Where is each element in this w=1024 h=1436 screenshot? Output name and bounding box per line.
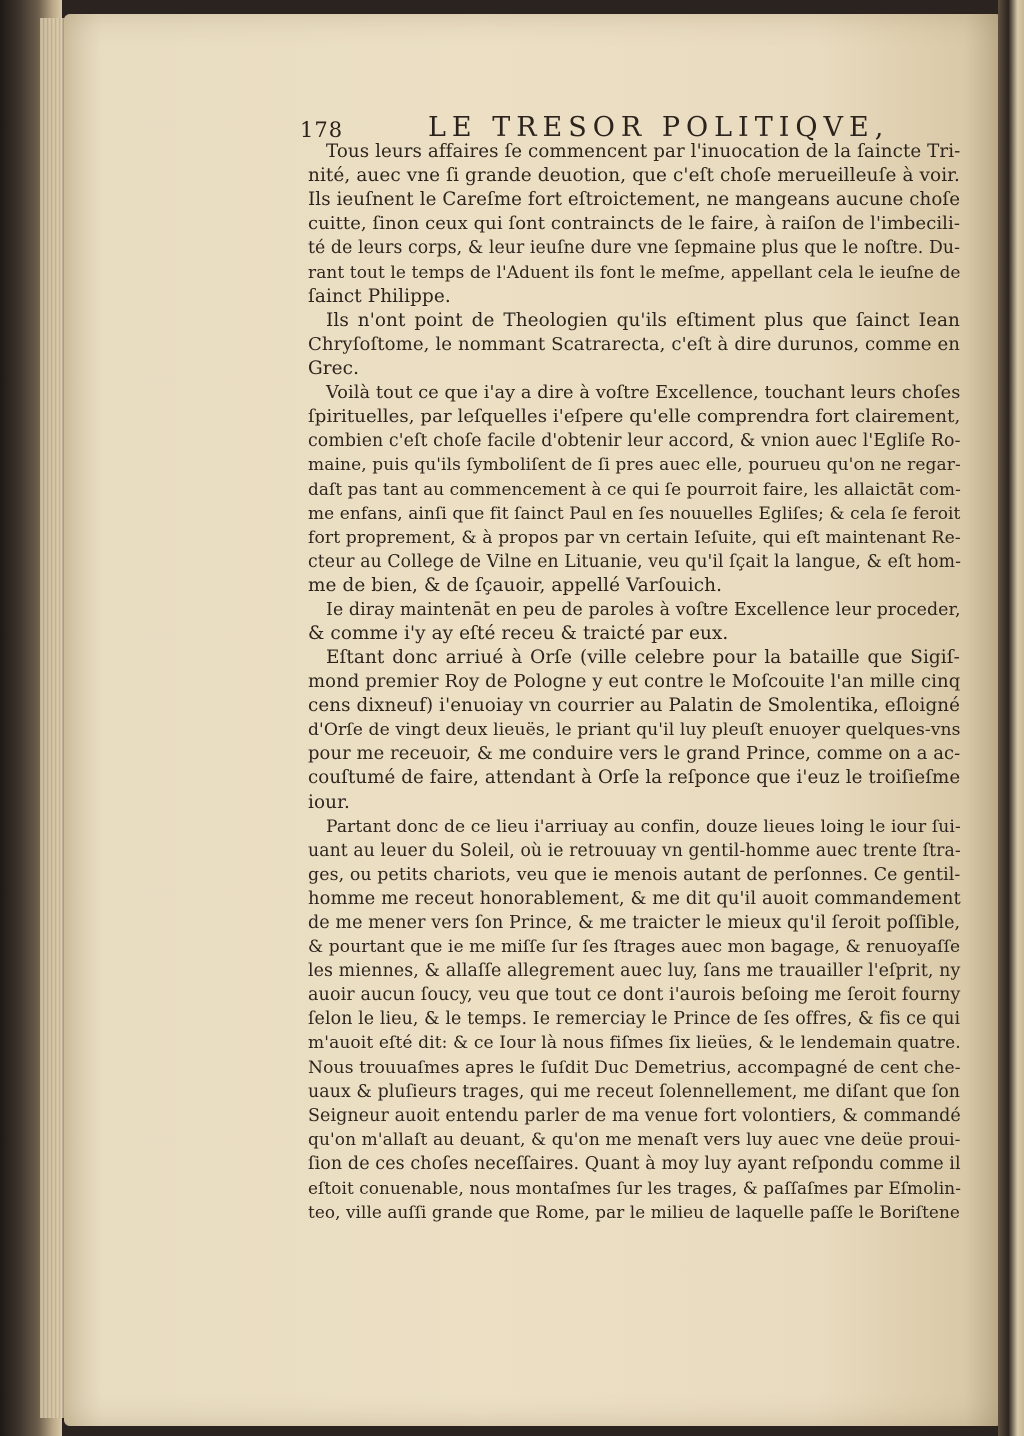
paragraph (308, 598, 960, 646)
text-line: Ils ieuſnent le Careſme fort eſtroictement, ne mangeans aucune choſe (308, 189, 961, 211)
text-line: Voilà tout ce que i'ay a dire à voſtre Excellence, touchant leurs choſes (326, 382, 961, 403)
text-line: & pourtant que ie me miſſe ſur ſes ſtrages auec mon bagage, & renuoyaſſe (308, 937, 961, 958)
text-line: Partant donc de ce lieu i'arriuay au confin, douze lieues loing le iour ſui- (326, 816, 961, 837)
text-line: pour me receuoir, & me conduire vers le grand Prince, comme on a ac- (308, 743, 961, 765)
facing-page-edge (1004, 60, 1010, 480)
text-line: Tous leurs affaires ſe commencent par l'inuocation de la ſaincte Tri- (326, 141, 961, 162)
text-line: ſainct Philippe. (308, 285, 451, 307)
text-line: Nous trouuaſmes apres le ſuſdit Duc Demetrius, accompagné de cent che- (308, 1057, 961, 1078)
body-text (308, 140, 960, 1224)
paragraph (308, 140, 960, 309)
text-line: uant au leuer du Soleil, où ie retrouuay vn gentil-homme auec trente ſtra- (308, 840, 961, 861)
text-line: mond premier Roy de Pologne y eut contre le Moſcouite l'an mille cinq (308, 671, 961, 693)
text-line: combien c'eſt choſe facile d'obtenir leur accord, & vnion auec l'Egliſe Ro- (308, 431, 961, 452)
text-line: cens dixneuf) i'enuoiay vn courrier au Palatin de Smolentika, eſloigné (308, 695, 961, 717)
text-line: de me mener vers ſon Prince, & me traicter le mieux qu'il ſeroit poſſible, (308, 913, 961, 933)
text-line: les miennes, & allaſſe allegrement auec luy, ſans me trauailler l'eſprit, ny (308, 961, 961, 982)
text-line: d'Orſe de vingt deux lieuës, le priant qu'il luy pleuſt enuoyer quelques-vns (308, 720, 961, 741)
right-binding-gutter (998, 0, 1024, 1436)
paragraph (308, 815, 960, 1225)
page-number: 178 (300, 118, 344, 142)
text-line: ges, ou petits chariots, veu que ie menois autant de perſonnes. Ce gentil- (308, 864, 961, 885)
text-line: cuitte, ſinon ceux qui ſont contraincts de le faire, à raiſon de l'imbecili- (308, 213, 960, 235)
text-line: m'auoit eſté dit: & ce Iour là nous fiſmes ſix lieües, & le lendemain quatre. (308, 1033, 961, 1054)
paragraph (308, 309, 960, 381)
text-line: Eſtant donc arriué à Orſe (ville celebre pour la bataille que Sigiſ- (326, 646, 960, 668)
text-line: fort proprement, & à propos par vn certain Ieſuite, qui eſt maintenant Re- (308, 527, 961, 548)
text-line: me enfans, ainſi que fit ſainct Paul en ſes nouuelles Egliſes; & cela ſe feroit (308, 503, 961, 524)
text-line: teo, ville auſſi grande que Rome, par le milieu de laquelle paſſe le Boriſtene (308, 1202, 960, 1223)
text-line: rant tout le temps de l'Aduent ils font le meſme, appellant cela le ieuſne de (308, 262, 961, 283)
text-line: té de leurs corps, & leur ieuſne dure vne ſepmaine plus que le noſtre. Du- (308, 238, 961, 259)
text-line: nité, auec vne ſi grande deuotion, que c'eſt choſe merueilleuſe à voir. (308, 165, 960, 187)
text-line: cteur au College de Vilne en Lituanie, veu qu'il ſçait la langue, & eſt hom- (308, 551, 961, 572)
text-line: eſtoit conuenable, nous montaſmes ſur les trages, & paſſaſmes par Eſmolin- (308, 1178, 962, 1199)
text-line: Ie diray maintenāt en peu de paroles à voſtre Excellence leur proceder, (326, 599, 961, 620)
text-line: Seigneur auoit entendu parler de ma venue fort volontiers, & commandé (308, 1105, 961, 1126)
text-line: iour. (308, 791, 350, 813)
text-line: couſtumé de faire, attendant à Orſe la reſponce que i'euz le troiſieſme (308, 767, 961, 789)
text-line: homme me receut honorablement, & me dit qu'il auoit commandement (308, 887, 961, 909)
text-line: uaux & pluſieurs trages, qui me receut ſolennellement, me diſant que ſon (308, 1081, 960, 1102)
text-line: maine, puis qu'ils ſymboliſent de ſi pres auec elle, pourueu qu'on ne regar- (308, 455, 961, 476)
text-line: daſt pas tant au commencement à ce qui ſe pourroit faire, les allaictāt com- (308, 479, 961, 500)
paragraph (308, 381, 960, 598)
text-line: auoir aucun ſoucy, veu que tout ce dont i'aurois beſoing me ſeroit fourny (308, 985, 961, 1006)
text-line: ſpirituelles, par leſquelles i'eſpere qu'elle comprendra fort clairement, (308, 406, 961, 428)
text-line: Grec. (308, 357, 360, 379)
running-title: LE TRESOR POLITIQVE, (428, 112, 890, 143)
text-line: ſion de ces choſes neceſſaires. Quant à moy luy ayant reſpondu comme il (308, 1153, 961, 1174)
text-line: Ils n'ont point de Theologien qu'ils eſtiment plus que ſainct Iean (326, 309, 960, 331)
text-line: Chryſoſtome, le nommant Scatrarecta, c'eſt à dire durunos, comme en (308, 333, 960, 355)
text-line: qu'on m'allaſt au deuant, & qu'on me menaſt vers luy auec vne deüe proui- (308, 1129, 961, 1150)
text-line: ſelon le lieu, & le temps. Ie remerciay le Prince de ſes offres, & fis ce qui (308, 1009, 961, 1030)
text-line: me de bien, & de ſçauoir, appellé Varſouich. (308, 574, 723, 596)
paragraph (308, 646, 960, 815)
text-line: & comme i'y ay eſté receu & traicté par eux. (308, 622, 729, 644)
